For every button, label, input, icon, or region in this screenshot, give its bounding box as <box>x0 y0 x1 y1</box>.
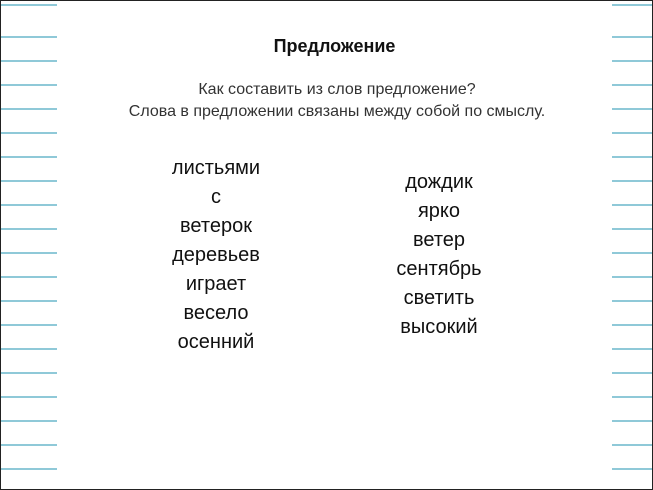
word-item: весело <box>183 302 249 324</box>
word-list-right <box>374 168 504 342</box>
ruled-lines-right <box>612 1 652 489</box>
slide-title: Предложение <box>273 36 396 56</box>
word-item: с <box>211 186 221 208</box>
word-item: сентябрь <box>396 258 482 280</box>
word-item: ветерок <box>180 215 252 237</box>
word-item: ветер <box>412 229 466 251</box>
word-list-left <box>151 154 281 357</box>
word-item: высокий <box>400 316 478 338</box>
word-item: листьями <box>171 157 261 179</box>
slide-subtitle <box>37 79 637 123</box>
word-item: светить <box>403 287 475 309</box>
subtitle-question: Как составить из слов предложение? <box>198 81 476 98</box>
ruled-lines-left <box>1 1 57 489</box>
slide-content <box>57 1 612 489</box>
word-item: дождик <box>405 171 473 193</box>
word-item: ярко <box>417 200 461 222</box>
subtitle-explanation: Слова в предложении связаны между собой по смыслу. <box>128 103 546 120</box>
word-item: играет <box>185 273 247 295</box>
word-item: деревьев <box>172 244 260 266</box>
word-item: осенний <box>177 331 255 353</box>
